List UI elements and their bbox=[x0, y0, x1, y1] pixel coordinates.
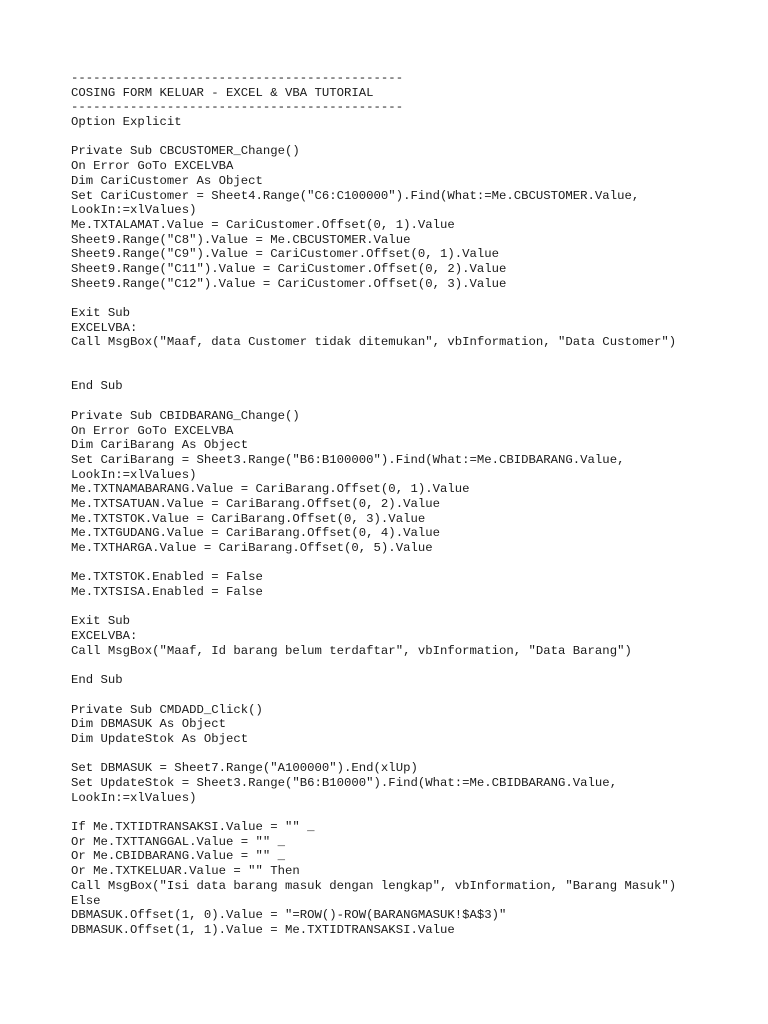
code-line: Dim DBMASUK As Object bbox=[71, 717, 226, 732]
code-line: Private Sub CBIDBARANG_Change() bbox=[71, 408, 300, 423]
code-line bbox=[71, 394, 676, 409]
code-line: Or Me.TXTKELUAR.Value = "" Then bbox=[71, 864, 300, 879]
code-line: Or Me.TXTTANGGAL.Value = "" _ bbox=[71, 834, 286, 849]
code-line: Set CariCustomer = Sheet4.Range("C6:C100000").Find(What:=Me.CBCUSTOMER.Value, bbox=[71, 188, 640, 203]
code-line: LookIn:=xlValues) bbox=[71, 203, 197, 218]
code-line: Else bbox=[71, 893, 101, 908]
code-line: EXCELVBA: bbox=[71, 320, 138, 335]
code-line bbox=[71, 688, 676, 703]
code-line bbox=[71, 805, 676, 820]
code-line: Or Me.CBIDBARANG.Value = "" _ bbox=[71, 849, 286, 864]
code-line bbox=[71, 350, 676, 365]
code-line: Me.TXTHARGA.Value = CariBarang.Offset(0, 5).Value bbox=[71, 541, 433, 555]
code-line: Me.TXTSTOK.Enabled = False bbox=[71, 570, 263, 585]
code-line bbox=[71, 291, 676, 306]
code-line: Me.TXTSATUAN.Value = CariBarang.Offset(0, 2).Value bbox=[71, 496, 440, 511]
code-line bbox=[71, 747, 676, 762]
code-line: Call MsgBox("Maaf, Id barang belum terdaftar", vbInformation, "Data Barang") bbox=[71, 643, 632, 658]
code-line: End Sub bbox=[71, 379, 123, 394]
code-line: Private Sub CBCUSTOMER_Change() bbox=[71, 144, 300, 159]
code-line: Me.TXTNAMABARANG.Value = CariBarang.Offset(0, 1).Value bbox=[71, 482, 470, 497]
code-line bbox=[71, 130, 676, 145]
code-line: Private Sub CMDADD_Click() bbox=[71, 702, 263, 717]
code-line: On Error GoTo EXCELVBA bbox=[71, 159, 234, 174]
code-line bbox=[71, 600, 676, 615]
code-line: On Error GoTo EXCELVBA bbox=[71, 423, 234, 438]
code-line: DBMASUK.Offset(1, 0).Value = "=ROW()-ROW(BARANGMASUK!$A$3)" bbox=[71, 908, 507, 923]
code-line bbox=[71, 659, 676, 674]
vba-code-listing bbox=[71, 71, 676, 938]
code-line: Call MsgBox("Maaf, data Customer tidak ditemukan", vbInformation, "Data Customer") bbox=[71, 335, 677, 350]
code-line: DBMASUK.Offset(1, 1).Value = Me.TXTIDTRANSAKSI.Value bbox=[71, 922, 455, 937]
code-line: If Me.TXTIDTRANSAKSI.Value = "" _ bbox=[71, 820, 315, 835]
code-line: Option Explicit bbox=[71, 115, 182, 130]
code-line: --------------------------------------------- bbox=[71, 100, 404, 115]
code-line bbox=[71, 365, 676, 380]
code-line: Dim CariCustomer As Object bbox=[71, 173, 263, 188]
code-line bbox=[71, 556, 676, 571]
code-line: Set CariBarang = Sheet3.Range("B6:B100000").Find(What:=Me.CBIDBARANG.Value, bbox=[71, 452, 625, 467]
code-line: Me.TXTALAMAT.Value = CariCustomer.Offset(0, 1).Value bbox=[71, 217, 455, 232]
code-line: End Sub bbox=[71, 673, 123, 688]
code-line: LookIn:=xlValues) bbox=[71, 790, 197, 805]
code-line: Sheet9.Range("C8").Value = Me.CBCUSTOMER.Value bbox=[71, 232, 411, 247]
code-line: Set DBMASUK = Sheet7.Range("A100000").End(xlUp) bbox=[71, 761, 418, 776]
code-line: Dim UpdateStok As Object bbox=[71, 731, 249, 746]
code-line: Me.TXTSTOK.Value = CariBarang.Offset(0, 3).Value bbox=[71, 511, 426, 526]
code-line: Sheet9.Range("C11").Value = CariCustomer.Offset(0, 2).Value bbox=[71, 261, 507, 276]
code-line: Dim CariBarang As Object bbox=[71, 438, 249, 453]
code-line: Me.TXTSISA.Enabled = False bbox=[71, 585, 263, 600]
code-line: Exit Sub bbox=[71, 306, 131, 320]
code-line: Call MsgBox("Isi data barang masuk dengan lengkap", vbInformation, "Barang Masuk") bbox=[71, 878, 677, 893]
code-line: --------------------------------------------- bbox=[71, 71, 404, 85]
code-line: Set UpdateStok = Sheet3.Range("B6:B10000").Find(What:=Me.CBIDBARANG.Value, bbox=[71, 776, 618, 790]
code-line: COSING FORM KELUAR - EXCEL & VBA TUTORIAL bbox=[71, 85, 374, 100]
code-line: Sheet9.Range("C9").Value = CariCustomer.Offset(0, 1).Value bbox=[71, 247, 500, 262]
code-line: Me.TXTGUDANG.Value = CariBarang.Offset(0, 4).Value bbox=[71, 526, 440, 541]
code-line: LookIn:=xlValues) bbox=[71, 467, 197, 482]
code-line: Sheet9.Range("C12").Value = CariCustomer.Offset(0, 3).Value bbox=[71, 276, 507, 291]
code-line: Exit Sub bbox=[71, 614, 131, 629]
code-line: EXCELVBA: bbox=[71, 629, 138, 644]
